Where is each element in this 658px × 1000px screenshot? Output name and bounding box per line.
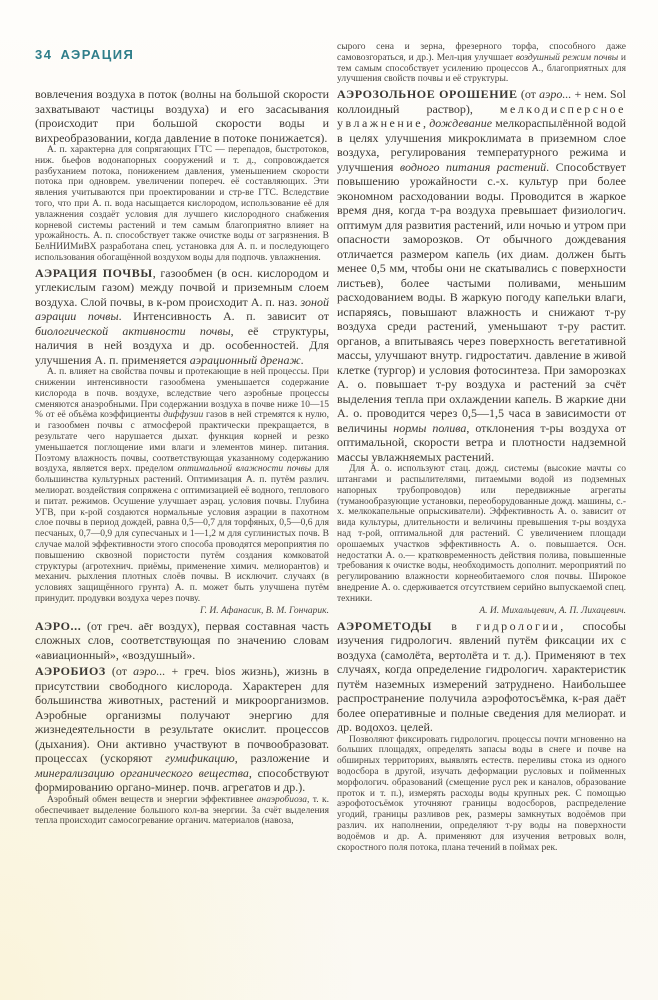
text-segment: воздушный режим почвы — [515, 52, 619, 63]
text-segment: , разложение и — [234, 751, 329, 766]
entry-paragraph — [337, 87, 626, 464]
text-segment: зоной аэрации почвы — [35, 294, 329, 324]
text-segment: аэрационный дренаж — [189, 352, 301, 367]
paragraph — [337, 735, 626, 854]
text-segment: Позволяют фиксировать гидрологич. процессы почти мгновенно на больших площадях, определять запасы воды в снеге и почве на обширных территориях, выявлять естеств. переливы стока из одного водосбора в другой, изучать деформации русловых и пойменных морфологич. образований (смещение русл рек и каналов, образование проток и т. п.), измерять расходы воды крупных рек. С помощью аэрофотосъёмок уточняют границы водосборов, распределение угодий, границы разливов рек, размеры замкнутых водоёмов при различ. их наполнении, определяют т-ру воды на поверхности водоёмов и др. А. применяют для изучения ветровых волн, скоростного поля потока, плана течений в поймах рек. — [337, 734, 626, 853]
entry-headword: АЭРО... — [35, 618, 82, 633]
paragraph — [35, 87, 329, 145]
text-segment: диффузии — [163, 410, 204, 421]
text-segment: аэро... — [133, 664, 166, 679]
text-segment: в — [432, 618, 477, 633]
paragraph — [35, 145, 329, 264]
text-segment: мелкораспылённой водой в целях улучшения микроклимата в приземном слое воздуха, регулирования температурного режима и улучшения — [337, 116, 626, 174]
page-number: 34 — [35, 47, 53, 62]
entry-paragraph — [35, 266, 329, 368]
text-segment: вовлечения воздуха в поток (волны на большой скорости захватывают частицы воздуха) и его засасывания (происходит при большой скорости воды и вихреобразовании, когда давление в потоке понижается). — [35, 87, 329, 145]
text-segment: Г. И. Афанасик, В. М. Гончарик. — [199, 605, 329, 616]
text-segment: для большинства культурных растений. Оптимизация А. п. путём различ. мелиорат. воздействия сопряжена с оптимизацией её водного, теплового и питат. режимов. Осушение улучшает аэрац. условия почвы. Глубина УГВ, при к-рой создаются нормальные условия аэрации в пахотном слое почвы в период дождей, равна 0,5—0,7 для торфяных, 0,5—0,6 для песчаных, 0,7—0,9 для супесчаных и 1—1,2 м для суглинистых почв. В случае малой эффективности этого способа проводятся мероприятия по повышению сквозной пористости путём создания комковатой структуры (агротехнич. приёмы, применение химич. мелиорантов) и механич. рыхления плотных слоёв почвы. В исключит. случаях (в условиях защищённого грунта) А. п. может быть улучшена путём принудит. продувки воздуха через почву. — [35, 464, 329, 604]
text-segment: и тем самым способствует усилению процессов А., благоприятных для улучшения свойств почвы и её структуры. — [337, 52, 626, 85]
text-segment: (от — [105, 664, 134, 679]
entry-paragraph — [35, 619, 329, 663]
entry-headword: АЭРОБИОЗ — [35, 664, 106, 679]
entry-headword: АЭРАЦИЯ ПОЧВЫ — [35, 265, 153, 280]
paragraph — [337, 42, 626, 85]
text-segment: , её структуры, наличия в ней воздуха и др. особенностей. Для улучшения А. п. применяется — [35, 323, 330, 367]
text-segment: гумификацию — [165, 751, 235, 766]
text-segment: гидрологии — [476, 618, 561, 633]
column-left — [35, 47, 329, 827]
column-right — [337, 42, 626, 853]
text-segment: , отклонения т-ры воздуха от оптимальной, скорости ветра и плотности надземной массы увлажняемых растений. — [337, 420, 626, 464]
text-segment: А. п. влияет на свойства почвы и протекающие в ней процессы. При снижении интенсивности газообмена уменьшается содержание кислорода в почв. воздухе, вследствие чего аэробные процессы сменяются анаэробными. При содержании воздуха в почве ниже 10—15 % от её объёма коэффициенты — [35, 367, 329, 421]
text-segment: А. И. Михальцевич, А. П. Лихацевич. — [479, 605, 626, 616]
text-segment: Для А. о. используют стац. дожд. системы (высокие мачты со штангами и распылителями, питаемыми водой из подземных напорных трубопроводов) или передвижные агрегаты (туманообразующие установки, переоборудованные дожд. машины, с.-х. мелкокапельные опрыскиватели). Эффективность А. о. зависит от вида культуры, длительности и величины превышения т-ры воздуха над т-рой, оптимальной для растений. С увеличением площади орошаемых участков эффективность А. о. повышается. Осн. недостатки А. о.— кратковременность действия полива, повышенные требования к очистке воды, необходимость дополнит. мероприятий по регулированию влажности корнеобитаемого слоя почвы. Широкое внедрение А. о. сдерживается отсутствием серийно выпускаемой спец. техники. — [337, 464, 626, 604]
text-segment: аэро... — [539, 87, 572, 102]
text-segment: нормы полива — [393, 420, 467, 435]
text-segment: анаэробиоза — [256, 794, 308, 805]
text-segment: . — [300, 352, 304, 367]
entry-paragraph — [35, 664, 329, 795]
running-title: АЭРАЦИЯ — [60, 47, 135, 62]
text-segment: (от греч. aēr воздух), первая составная часть сложных слов, соответствующая по значению словам «авиационный», «воздушный». — [35, 618, 329, 662]
text-segment: + нем. Sol коллоидный раствор), — [337, 87, 626, 116]
page-header — [35, 47, 329, 62]
paragraph — [35, 367, 329, 605]
text-segment: сырого сена и зерна, фрезерного торфа, способного даже самовозгораться, и др.). Мел-ция улучшает — [337, 42, 626, 63]
text-segment: оптимальной влажности почвы — [177, 464, 312, 475]
text-segment: Аэробный обмен веществ и энергии эффективнее — [47, 794, 257, 805]
author-signature — [337, 605, 626, 617]
text-segment: минерализацию органического вещества — [35, 765, 249, 780]
text-segment: А. п. характерна для сопрягающих ГТС — перепадов, быстротоков, ниж. бьефов водонапорных сооружений и т. д., сопровождается разбуханием потока, понижением давления, уменьшением скорости потока при одноврем. увеличении попереч. её составляющих. Эти явления учитываются при проектировании и стр-ве ГТС. Вследствие того, что при А. п. вода насыщается кислородом, использование её для увлажнения создаёт условия для лучшего кислородного снабжения корневой системы растений и тем самым благоприятно влияет на урожайность. А. п. способствует также очистке воды от загрязнения. В БелНИИМиВХ разработана спец. установка для А. п. и последующего использования обогащённой воздухом воды для подпочв. увлажнения. — [35, 145, 329, 263]
text-segment: + греч. bios жизнь), жизнь в присутствии свободного кислорода. Характерен для большинства животных, растений и микроорганизмов. Аэробные организмы получают энергию для жизнедеятельности в результате окислит. процессов (дыхания). Они активно участвуют в почвообразоват. процессах (ускоряют — [35, 664, 329, 766]
entry-headword: АЭРОЗОЛЬНОЕ ОРОШЕНИЕ — [337, 87, 518, 102]
text-segment: биологической активности почвы — [35, 323, 231, 338]
text-segment: газов в ней стремятся к нулю, и газообмен почвы с атмосферой практически прекращается, в результате чего нарушается дыхат. функция корней и резко уменьшается поглощение ими влаги и элементов минер. питания. Поэтому влажность почвы, соответствующая указанному содержанию воздуха, является верх. пределом — [35, 410, 329, 475]
entry-headword: АЭРОМЕТОДЫ — [337, 618, 433, 633]
author-signature — [35, 605, 329, 617]
text-segment: водного питания растений — [399, 159, 547, 174]
text-segment: . Интенсивность А. п. зависит от — [118, 309, 329, 324]
text-segment: . Способствует повышению урожайности с.-х. культур при более экономном расходовании воды. Проводится в жаркое время дня, когда т-ра воздуха превышает физиологич. оптимум для развития растений, или ночью и утром при опасности заморозков. От обычного дождевания отличается размером капель (их диам. должен быть менее 0,5 мм, чтобы они не скатывались с поверхности листьев), более частыми поливами, меньшим расходованием воды. В жаркую погоду капельки влаги, испаряясь, повышают влажность и снижают т-ру воздуха среди растений, уменьшают т-ру растит. органов, а впитываясь через поверхность вегетативной массы, улучшают внутр. гидростатич. давление в живой клетке (тургор) и условия фотосинтеза. При заморозках А. о. повышает т-ру воздуха и растений за счёт выделения тепла при охлаждении капель. В жаркие дни А. о. проводится через 0,5—1,5 часа в зависимости от величины — [337, 159, 626, 435]
text-segment: , т. к. обеспечивает выделение большого кол-ва энергии. За счёт выделения тепла происходит самосогревание органич. материалов (навоза, — [35, 794, 329, 827]
entry-paragraph — [337, 619, 626, 735]
paragraph — [35, 795, 329, 827]
text-segment: , способствуют формированию органо-минер. почв. агрегатов и др.). — [35, 765, 330, 795]
text-segment: дождевание — [429, 116, 493, 131]
text-segment: , газообмен (в осн. кислородом и углекислым газом) между почвой и приземным слоем воздуха. Слой почвы, в к-ром происходит А. п. наз. — [35, 265, 329, 309]
text-segment: мелкодисперсное увлажнение — [337, 101, 626, 131]
paragraph — [337, 464, 626, 604]
text-segment: , способы изучения гидрологич. явлений путём фиксации их с воздуха (самолёта, вертолёта и т. д.). Применяют в тех случаях, когда определение гидрологич. характеристик путём наземных измерений затруднено. Наибольшее распространение получила аэрофотосъёмка, к-рая даёт более оперативные и полные сведения для мелиорат. и др. водохоз. целей. — [337, 618, 626, 735]
text-segment: (от — [517, 87, 540, 102]
text-segment: , — [423, 116, 430, 131]
